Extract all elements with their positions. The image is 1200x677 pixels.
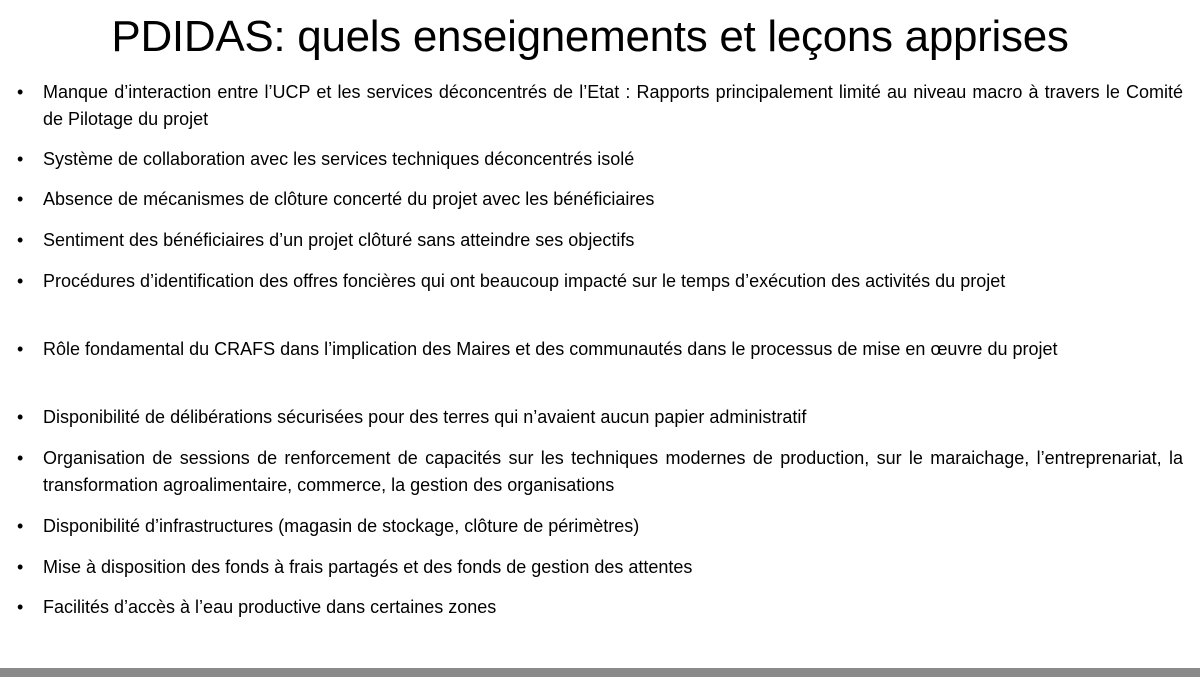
bullet-text: Rôle fondamental du CRAFS dans l’implication des Maires et des communautés dans le processus de mise en œuvre du projet bbox=[43, 339, 1058, 359]
bullet-marker: • bbox=[17, 271, 24, 291]
bullet-marker: • bbox=[17, 82, 24, 102]
window-bottom-edge bbox=[0, 668, 1200, 677]
bullet-text: Absence de mécanismes de clôture concerté du projet avec les bénéficiaires bbox=[43, 189, 655, 209]
bullet-text: Disponibilité de délibérations sécurisées pour des terres qui n’avaient aucun papier administratif bbox=[43, 407, 807, 427]
bullet-text: Manque d’interaction entre l’UCP et les services déconcentrés de l’Etat : Rapports principalement limité au niveau macro à travers le Comité de Pilotage du projet bbox=[43, 82, 1183, 129]
bullet-text: Sentiment des bénéficiaires d’un projet clôturé sans atteindre ses objectifs bbox=[43, 230, 635, 250]
slide-title: PDIDAS: quels enseignements et leçons apprises bbox=[111, 12, 1069, 61]
bullet-marker: • bbox=[17, 407, 24, 427]
bullet-marker: • bbox=[17, 189, 24, 209]
bullet-text: Système de collaboration avec les services techniques déconcentrés isolé bbox=[43, 149, 635, 169]
bullet-text: Organisation de sessions de renforcement de capacités sur les techniques modernes de production, sur le maraichage, l’entreprenariat, la transformation agroalimentaire, commerce, la gestion des organisations bbox=[43, 448, 1183, 495]
bullet-text: Facilités d’accès à l’eau productive dans certaines zones bbox=[43, 597, 497, 617]
bullet-marker: • bbox=[17, 597, 24, 617]
bullet-marker: • bbox=[17, 339, 24, 359]
bullet-marker: • bbox=[17, 448, 24, 468]
bullet-marker: • bbox=[17, 516, 24, 536]
bullet-text: Disponibilité d’infrastructures (magasin de stockage, clôture de périmètres) bbox=[43, 516, 640, 536]
bullet-marker: • bbox=[17, 230, 24, 250]
bullet-text: Procédures d’identification des offres foncières qui ont beaucoup impacté sur le temps d’exécution des activités du projet bbox=[43, 271, 1006, 291]
bullet-text: Mise à disposition des fonds à frais partagés et des fonds de gestion des attentes bbox=[43, 557, 693, 577]
bullet-marker: • bbox=[17, 149, 24, 169]
bullet-marker: • bbox=[17, 557, 24, 577]
